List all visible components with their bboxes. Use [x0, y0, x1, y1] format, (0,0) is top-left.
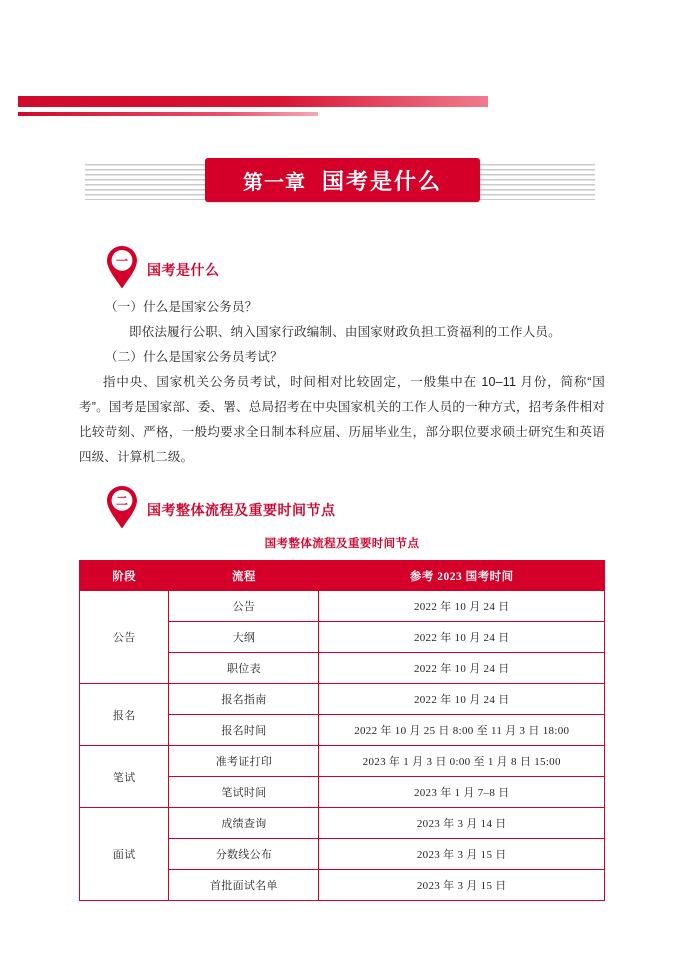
table-cell-flow: 分数线公布 [169, 839, 319, 870]
paragraph-2: 即依法履行公职、纳入国家行政编制、由国家财政负担工资福利的工作人员。 [129, 325, 561, 339]
table-row [80, 746, 605, 777]
section-title-2: 国考整体流程及重要时间节点 [147, 502, 336, 518]
table-cell-flow: 大纲 [169, 622, 319, 653]
table-header-time: 参考 2023 国考时间 [319, 561, 605, 591]
table-row [80, 591, 605, 622]
flow-table [79, 560, 605, 901]
section-heading-1 [105, 245, 220, 289]
table-header-stage: 阶段 [80, 561, 169, 591]
table-cell-flow: 公告 [169, 591, 319, 622]
table-cell-time: 2022 年 10 月 24 日 [319, 622, 605, 653]
svg-text:二: 二 [115, 494, 129, 508]
table-cell-stage: 笔试 [80, 746, 169, 808]
table-cell-flow: 职位表 [169, 653, 319, 684]
table-cell-time: 2023 年 1 月 7–8 日 [319, 777, 605, 808]
table-cell-time: 2023 年 3 月 15 日 [319, 839, 605, 870]
chapter-banner [0, 158, 684, 206]
svg-text:一: 一 [115, 254, 129, 268]
table-cell-flow: 首批面试名单 [169, 870, 319, 901]
table-cell-time: 2022 年 10 月 24 日 [319, 684, 605, 715]
section-heading-2 [105, 485, 336, 529]
table-row [80, 684, 605, 715]
table-cell-time: 2022 年 10 月 24 日 [319, 653, 605, 684]
map-pin-icon [105, 245, 139, 289]
table-cell-time: 2023 年 3 月 14 日 [319, 808, 605, 839]
paragraph-1: （一）什么是国家公务员？ [105, 300, 258, 314]
table-cell-time: 2023 年 1 月 3 日 0:00 至 1 月 8 日 15:00 [319, 746, 605, 777]
chapter-badge [205, 158, 480, 202]
section-title-1: 国考是什么 [147, 262, 220, 278]
table-cell-flow: 成绩查询 [169, 808, 319, 839]
paragraph-3: （二）什么是国家公务员考试？ [105, 350, 283, 364]
table-caption: 国考整体流程及重要时间节点 [264, 538, 420, 550]
table-cell-stage: 报名 [80, 684, 169, 746]
table-cell-time: 2022 年 10 月 24 日 [319, 591, 605, 622]
chapter-number: 第一章 [242, 171, 306, 194]
table-cell-flow: 笔试时间 [169, 777, 319, 808]
paragraph-4: 指中央、国家机关公务员考试，时间相对比较固定，一般集中在 10–11 月份，简称“国考”。国考是国家部、委、署、总局招考在中央国家机关的工作人员的一种方式，招考条件相对比较苛刻、严格，一般均要求全日制本科应届、历届毕业生，部分职位要求硕士研究生和英语四级、计算机二级。 [79, 375, 605, 464]
decor-bar-thick [18, 96, 488, 107]
table-row [80, 808, 605, 839]
chapter-title: 国考是什么 [321, 168, 442, 194]
table-cell-stage: 面试 [80, 808, 169, 901]
table-header-row [80, 561, 605, 591]
header-decoration [18, 96, 498, 122]
table-header-flow: 流程 [169, 561, 319, 591]
table-cell-flow: 准考证打印 [169, 746, 319, 777]
table-cell-stage: 公告 [80, 591, 169, 684]
decor-bar-thin [18, 112, 318, 116]
table-cell-time: 2022 年 10 月 25 日 8:00 至 11 月 3 日 18:00 [319, 715, 605, 746]
table-cell-time: 2023 年 3 月 15 日 [319, 870, 605, 901]
map-pin-icon [105, 485, 139, 529]
table-cell-flow: 报名时间 [169, 715, 319, 746]
table-cell-flow: 报名指南 [169, 684, 319, 715]
